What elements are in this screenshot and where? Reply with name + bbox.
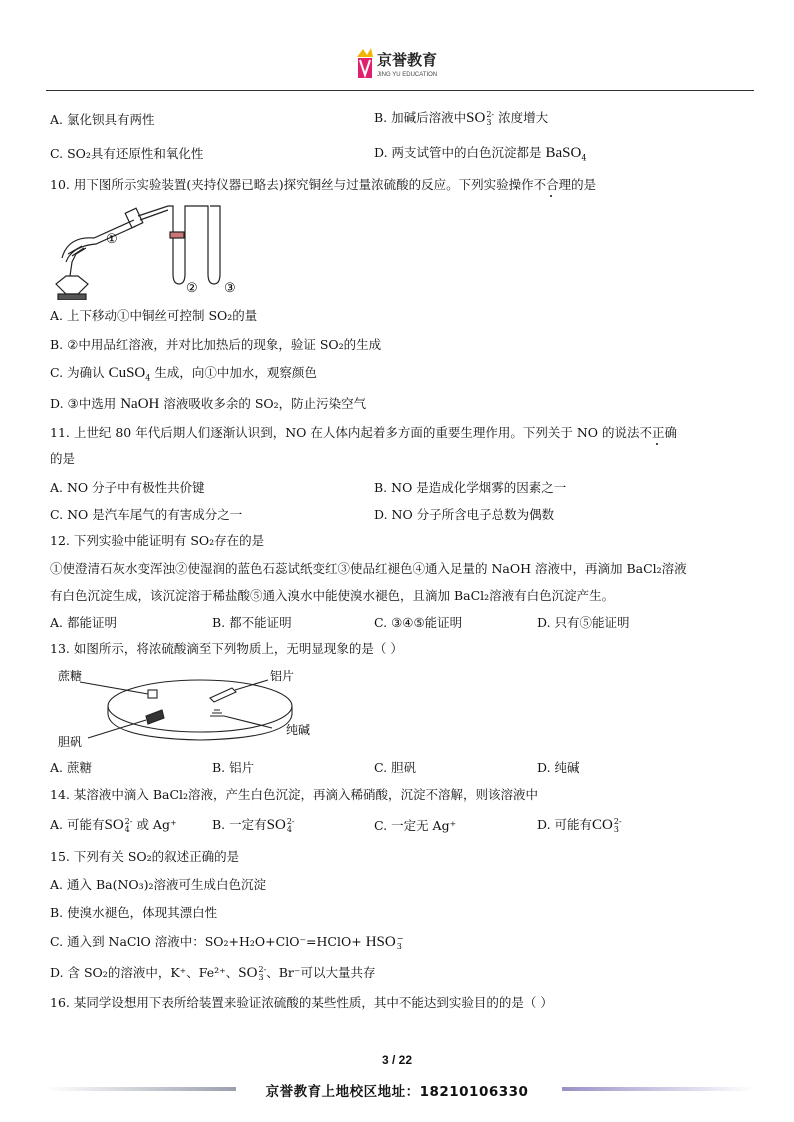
q14-option-a: A. 可能有SO 2- 4 或 Ag⁺ — [50, 816, 177, 834]
q13-option-d: D. 纯碱 — [537, 760, 580, 775]
q11-option-a: A. NO 分子中有极性共价键 — [50, 480, 205, 495]
q15-option-c: C. 通入到 NaClO 溶液中：SO₂+H₂O+ClO⁻=HClO+ HSO − 3 — [50, 933, 404, 951]
label-2: ② — [186, 281, 198, 296]
label-sucrose: 蔗糖 — [58, 669, 83, 683]
q13-option-c: C. 胆矾 — [374, 760, 417, 775]
q10-option-b: B. ②中用品红溶液，并对比加热后的现象，验证 SO₂的生成 — [50, 337, 382, 352]
q13-option-b: B. 铝片 — [212, 760, 255, 775]
header-rule — [46, 90, 754, 91]
q12-stem: 12. 下列实验中能证明有 SO₂存在的是 — [50, 533, 265, 548]
q9-option-a: A. 氯化钡具有两性 — [50, 112, 155, 127]
brand-name: 京誉教育 — [377, 51, 438, 69]
q14-option-c: C. 一定无 Ag⁺ — [374, 818, 457, 833]
q11-option-c: C. NO 是汽车尾气的有害成分之一 — [50, 507, 243, 522]
label-1: ① — [106, 232, 118, 247]
page-number: 3 / 22 — [381, 1053, 413, 1067]
label-cuso4: 胆矾 — [58, 735, 83, 749]
q13-option-a: A. 蔗糖 — [50, 760, 92, 775]
q15-option-d: D. 含 SO₂的溶液中，K⁺、Fe²⁺、SO 2- 3 、Br⁻可以大量共存 — [50, 964, 376, 982]
footer-address: 京誉教育上地校区地址：18210106330 — [265, 1084, 529, 1100]
q9-option-c: C. SO₂具有还原性和氧化性 — [50, 146, 204, 161]
q14-stem: 14. 某溶液中滴入 BaCl₂溶液，产生白色沉淀，再滴入稀硝酸，沉淀不溶解，则该溶液中 — [50, 787, 539, 802]
label-al-foil: 铝片 — [270, 669, 295, 683]
brand-logo — [355, 45, 455, 81]
q10-apparatus-figure — [48, 196, 248, 300]
q11-stem: 11. 上世纪 80 年代后期人们逐渐认识到，NO 在人体内起着多方面的重要生理作用。下列关于 NO 的说法不正确 — [50, 425, 678, 440]
q11-stem-line2: 的是 — [50, 451, 76, 466]
brand-subtitle: JING YU EDUCATION — [377, 72, 438, 78]
q9-option-b: B. 加碱后溶液中SO 2- 3 浓度增大 — [374, 109, 549, 127]
q12-option-d: D. 只有⑤能证明 — [537, 615, 630, 630]
q14-option-d: D. 可能有CO 2- 3 — [537, 816, 622, 834]
q15-option-a: A. 通入 Ba(NO₃)₂溶液可生成白色沉淀 — [50, 877, 267, 892]
q15-option-b: B. 使溴水褪色，体现其漂白性 — [50, 905, 218, 920]
q13-dish-figure — [50, 664, 350, 756]
label-3: ③ — [224, 281, 236, 296]
q10-option-d: D. ③中选用 NaOH 溶液吸收多余的 SO₂，防止污染空气 — [50, 396, 367, 412]
label-soda: 纯碱 — [286, 723, 311, 737]
q9-option-d: D. 两支试管中的白色沉淀都是 BaSO$_4$ — [374, 145, 587, 163]
q10-option-c: C. 为确认 CuSO$_4$ 生成，向①中加水，观察颜色 — [50, 365, 317, 383]
q14-option-b: B. 一定有SO 2- 4 — [212, 816, 295, 834]
q12-line1: ①使澄清石灰水变浑浊②使湿润的蓝色石蕊试纸变红③使品红褪色④通入足量的 NaOH 溶液中，再滴加 BaCl₂溶液 — [50, 561, 687, 576]
q13-stem: 13. 如图所示，将浓硫酸滴至下列物质上，无明显现象的是（ ） — [50, 641, 403, 656]
q12-option-c: C. ③④⑤能证明 — [374, 615, 463, 630]
q12-option-a: A. 都能证明 — [50, 615, 117, 630]
q15-stem: 15. 下列有关 SO₂的叙述正确的是 — [50, 849, 240, 864]
footer-bar-right — [562, 1087, 754, 1091]
q11-option-b: B. NO 是造成化学烟雾的因素之一 — [374, 480, 567, 495]
q12-option-b: B. 都不能证明 — [212, 615, 292, 630]
q11-option-d: D. NO 分子所含电子总数为偶数 — [374, 507, 555, 522]
q16-stem: 16. 某同学设想用下表所给装置来验证浓硫酸的某些性质，其中不能达到实验目的的是（ ） — [50, 995, 553, 1010]
q10-option-a: A. 上下移动①中铜丝可控制 SO₂的量 — [50, 308, 258, 323]
q10-stem: 10. 用下图所示实验装置(夹持仪器已略去)探究铜丝与过量浓硫酸的反应。下列实验操作不合理的是 — [50, 177, 597, 192]
q12-line2: 有白色沉淀生成，该沉淀溶于稀盐酸⑤通入溴水中能使溴水褪色，且滴加 BaCl₂溶液有白色沉淀产生。 — [50, 588, 615, 603]
